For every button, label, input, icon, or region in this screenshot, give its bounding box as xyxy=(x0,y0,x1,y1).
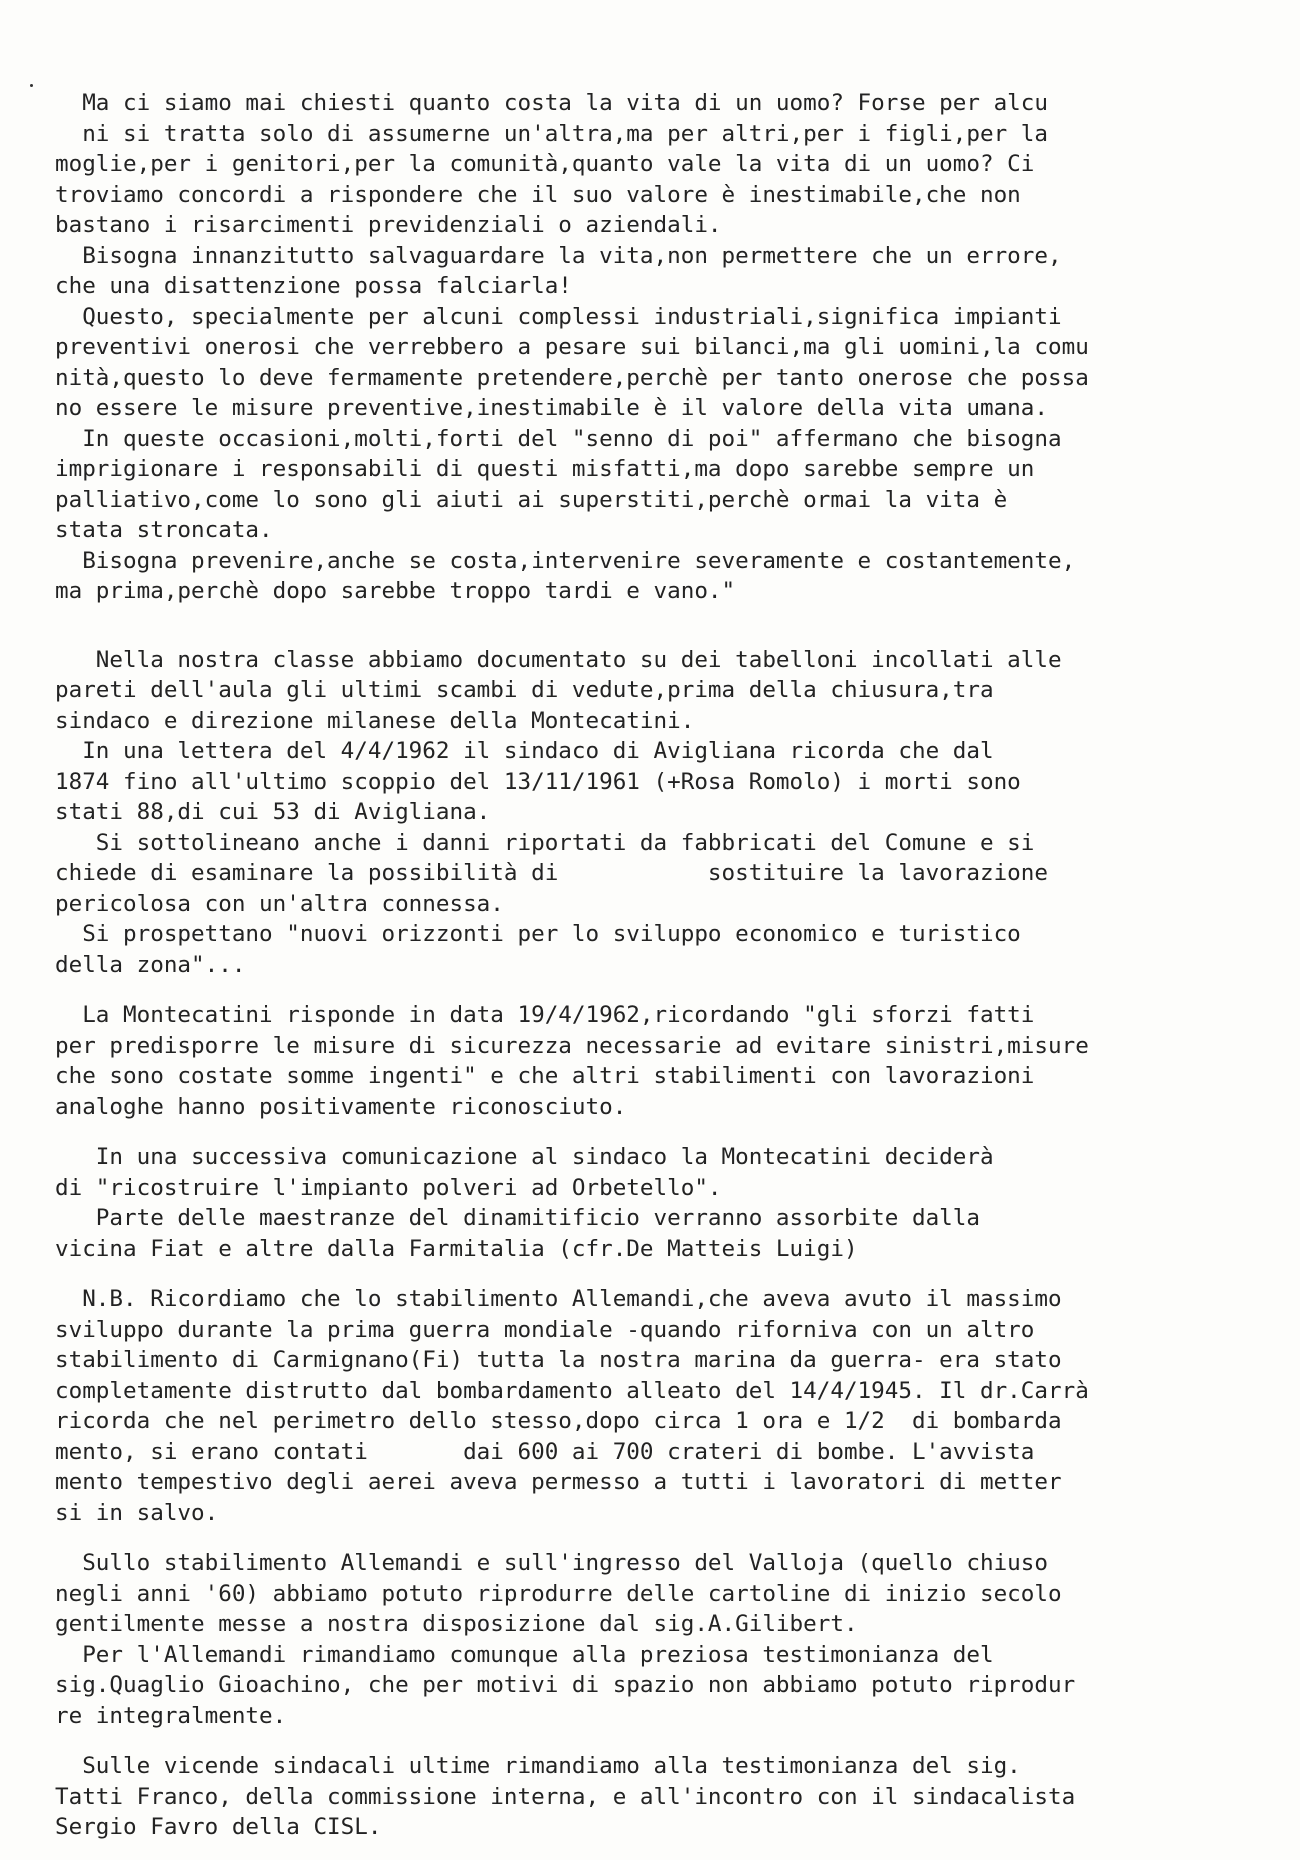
text-line: mento tempestivo degli aerei aveva permesso a tutti i lavoratori di metter xyxy=(55,1469,1062,1495)
text-line: sig.Quaglio Gioachino, che per motivi di spazio non abbiamo potuto riprodur xyxy=(55,1672,1076,1698)
text-line: Si prospettano "nuovi orizzonti per lo sviluppo economico e turistico xyxy=(55,921,1021,947)
text-line: ma prima,perchè dopo sarebbe troppo tardi e vano." xyxy=(55,578,736,604)
paragraph xyxy=(55,1548,1255,1731)
text-line: analoghe hanno positivamente riconosciuto. xyxy=(55,1093,627,1120)
scan-speck xyxy=(30,84,33,87)
text-line: per predisporre le misure di sicurezza necessarie ad evitare sinistri,misure xyxy=(55,1032,1089,1059)
text-line: sviluppo durante la prima guerra mondiale -quando riforniva con un altro xyxy=(55,1316,1035,1343)
text-line: preventivi onerosi che verrebbero a pesare sui bilanci,ma gli uomini,la comu xyxy=(55,334,1089,360)
text-line: Nella nostra classe abbiamo documentato su dei tabelloni incollati alle xyxy=(55,646,1062,673)
text-line: mento, si erano contati dai 600 ai 700 crateri di bombe. L'avvista xyxy=(55,1438,1035,1465)
text-line: che sono costate somme ingenti" e che altri stabilimenti con lavorazioni xyxy=(55,1063,1035,1089)
text-line: che una disattenzione possa falciarla! xyxy=(55,273,572,299)
text-line: si in salvo. xyxy=(55,1499,219,1526)
text-line: palliativo,come lo sono gli aiuti ai superstiti,perchè ormai la vita è xyxy=(55,486,1008,513)
text-line: 1874 fino all'ultimo scoppio del 13/11/1961 (+Rosa Romolo) i morti sono xyxy=(55,768,1021,795)
paragraph-gap xyxy=(55,1528,1255,1548)
text-line: Sergio Favro della CISL. xyxy=(55,1814,382,1840)
text-line: Per l'Allemandi rimandiamo comunque alla preziosa testimonianza del xyxy=(55,1641,994,1668)
text-line: moglie,per i genitori,per la comunità,quanto vale la vita di un uomo? Ci xyxy=(55,151,1035,177)
text-line: ricorda che nel perimetro dello stesso,dopo circa 1 ora e 1/2 di bombarda xyxy=(55,1408,1062,1434)
typewritten-text xyxy=(55,88,1255,1843)
text-line: della zona"... xyxy=(55,951,246,978)
text-line: Si sottolineano anche i danni riportati da fabbricati del Comune e si xyxy=(55,829,1035,856)
text-line: stata stroncata. xyxy=(55,517,273,543)
text-line: Parte delle maestranze del dinamitificio verranno assorbite dalla xyxy=(55,1205,980,1231)
paragraph xyxy=(55,1142,1255,1264)
paragraph-gap xyxy=(55,1264,1255,1284)
paragraph xyxy=(55,1000,1255,1122)
text-line: In una lettera del 4/4/1962 il sindaco di Avigliana ricorda che dal xyxy=(55,738,994,764)
text-line: chiede di esaminare la possibilità di sostituire la lavorazione xyxy=(55,860,1048,886)
text-line: Questo, specialmente per alcuni complessi industriali,significa impianti xyxy=(55,303,1062,330)
text-line: La Montecatini risponde in data 19/4/1962,ricordando "gli sforzi fatti xyxy=(55,1002,1035,1028)
paragraph-gap xyxy=(55,1731,1255,1751)
text-line: stabilimento di Carmignano(Fi) tutta la nostra marina da guerra- era stato xyxy=(55,1347,1062,1373)
paragraph xyxy=(55,645,1255,981)
text-line: In queste occasioni,molti,forti del "senno di poi" affermano che bisogna xyxy=(55,425,1062,452)
text-line: Bisogna innanzitutto salvaguardare la vita,non permettere che un errore, xyxy=(55,242,1062,269)
paragraph xyxy=(55,1284,1255,1528)
paragraph-gap xyxy=(55,607,1255,645)
text-line: Tatti Franco, della commissione interna, e all'incontro con il sindacalista xyxy=(55,1783,1076,1810)
text-line: re integralmente. xyxy=(55,1702,287,1729)
text-line: stati 88,di cui 53 di Avigliana. xyxy=(55,799,491,825)
text-line: di "ricostruire l'impianto polveri ad Orbetello". xyxy=(55,1174,722,1201)
text-line: nità,questo lo deve fermamente pretendere,perchè per tanto onerose che possa xyxy=(55,364,1089,391)
paragraph xyxy=(55,88,1255,607)
text-line: In una successiva comunicazione al sindaco la Montecatini deciderà xyxy=(55,1144,994,1170)
paragraph-gap xyxy=(55,1122,1255,1142)
text-line: pericolosa con un'altra connessa. xyxy=(55,890,504,917)
text-line: ni si tratta solo di assumerne un'altra,ma per altri,per i figli,per la xyxy=(55,120,1048,147)
text-line: negli anni '60) abbiamo potuto riprodurre delle cartoline di inizio secolo xyxy=(55,1580,1062,1607)
paragraph xyxy=(55,1751,1255,1843)
text-line: gentilmente messe a nostra disposizione dal sig.A.Gilibert. xyxy=(55,1611,858,1637)
paragraph-gap xyxy=(55,980,1255,1000)
text-line: sindaco e direzione milanese della Montecatini. xyxy=(55,707,695,734)
text-line: Bisogna prevenire,anche se costa,intervenire severamente e costantemente, xyxy=(55,547,1076,574)
text-line: Ma ci siamo mai chiesti quanto costa la vita di un uomo? Forse per alcu xyxy=(55,90,1048,116)
text-line: bastano i risarcimenti previdenziali o aziendali. xyxy=(55,212,722,238)
text-line: vicina Fiat e altre dalla Farmitalia (cfr.De Matteis Luigi) xyxy=(55,1235,858,1262)
text-line: troviamo concordi a rispondere che il suo valore è inestimabile,che non xyxy=(55,181,1021,208)
text-line: Sullo stabilimento Allemandi e sull'ingresso del Valloja (quello chiuso xyxy=(55,1550,1048,1576)
text-line: completamente distrutto dal bombardamento alleato del 14/4/1945. Il dr.Carrà xyxy=(55,1377,1089,1404)
text-line: N.B. Ricordiamo che lo stabilimento Allemandi,che aveva avuto il massimo xyxy=(55,1286,1062,1312)
text-line: no essere le misure preventive,inestimabile è il valore della vita umana. xyxy=(55,395,1048,421)
text-line: Sulle vicende sindacali ultime rimandiamo alla testimonianza del sig. xyxy=(55,1753,1021,1779)
text-line: pareti dell'aula gli ultimi scambi di vedute,prima della chiusura,tra xyxy=(55,677,994,703)
text-line: imprigionare i responsabili di questi misfatti,ma dopo sarebbe sempre un xyxy=(55,456,1035,482)
